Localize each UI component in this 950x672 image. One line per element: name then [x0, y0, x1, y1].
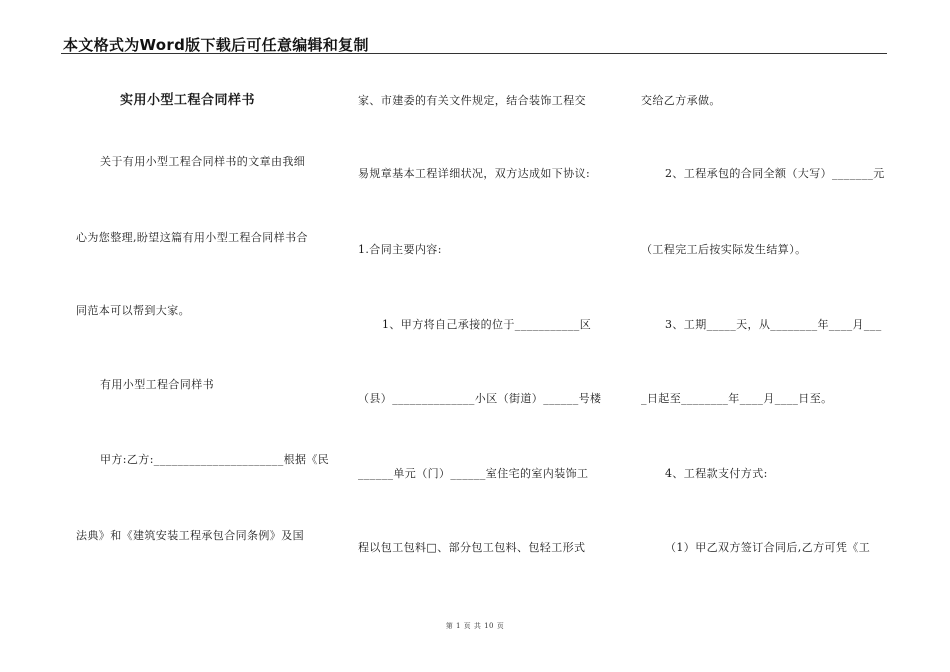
paragraph-line: 甲方:乙方:______________________根据《民: [100, 453, 330, 466]
paragraph-line: 关于有用小型工程合同样书的文章由我细: [100, 155, 306, 168]
paragraph-line: _日起至________年____月____日至。: [641, 392, 833, 405]
text-column-3: [641, 0, 901, 672]
paragraph-line: 易规章基本工程详细状况，双方达成如下协议:: [358, 167, 591, 180]
paragraph-line: 心为您整理,盼望这篇有用小型工程合同样书合: [76, 231, 308, 244]
paragraph-line: 3、工期_____天，从________年____月___: [665, 318, 882, 331]
document-title: 实用小型工程合同样书: [120, 93, 256, 108]
paragraph-line: 程以包工包料□、部分包工包料、包轻工形式: [358, 541, 586, 554]
paragraph-line: 家、市建委的有关文件规定，结合装饰工程交: [358, 94, 586, 107]
page-number: 第 1 页 共 10 页: [445, 622, 505, 630]
paragraph-line: 1、甲方将自己承接的位于___________区: [382, 318, 592, 331]
paragraph-line: ______单元（门）______室住宅的室内装饰工: [358, 467, 589, 480]
section-heading: 1.合同主要内容:: [358, 243, 442, 256]
section-heading: 有用小型工程合同样书: [100, 378, 214, 391]
paragraph-line: 2、工程承包的合同全额（大写）_______元: [665, 167, 885, 180]
paragraph-line: （县）______________小区（街道）______号楼: [358, 392, 602, 405]
paragraph-line: （工程完工后按实际发生结算）。: [641, 243, 807, 256]
document-header: 本文格式为Word版下载后可任意编辑和复制: [63, 36, 369, 54]
text-column-2: [358, 0, 618, 672]
paragraph-line: 法典》和《建筑安装工程承包合同条例》及国: [76, 529, 304, 542]
text-column-1: [76, 0, 336, 672]
paragraph-line: 交给乙方承做。: [641, 94, 721, 107]
section-heading: 4、工程款支付方式:: [665, 467, 768, 480]
paragraph-line: 同范本可以帮到大家。: [76, 304, 190, 317]
paragraph-line: （1）甲乙双方签订合同后,乙方可凭《工: [665, 541, 871, 554]
